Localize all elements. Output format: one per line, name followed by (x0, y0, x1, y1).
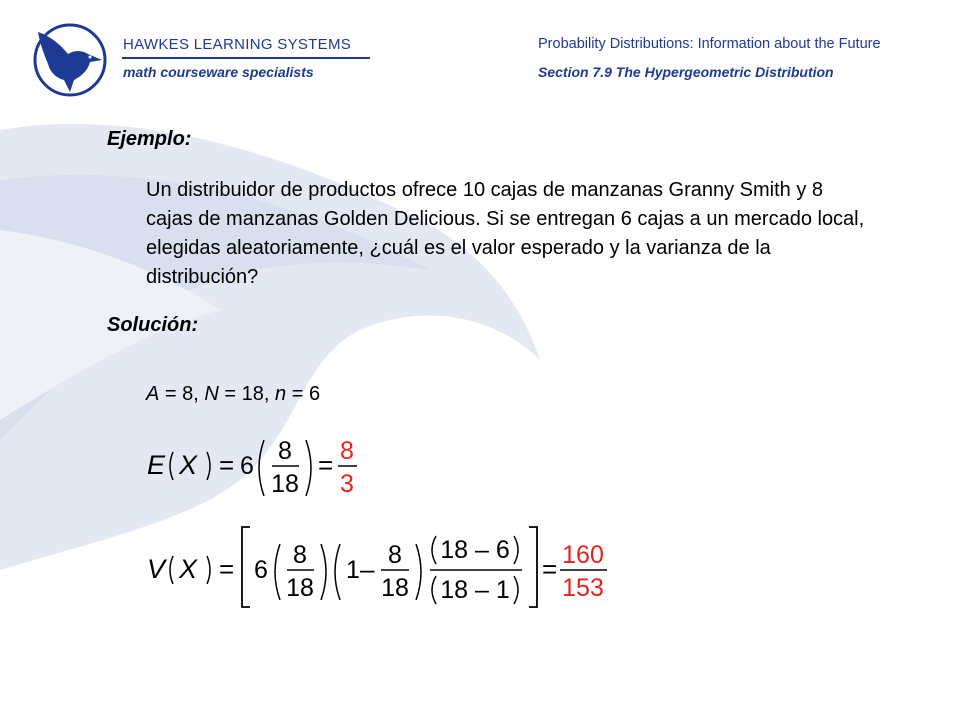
variance-fn: V (147, 554, 166, 584)
expectation-frac-den: 18 (271, 470, 299, 498)
variance-one: 1 (346, 556, 360, 584)
param-A-value: 8 (182, 383, 194, 405)
big-paren-left (259, 440, 264, 496)
variance-f1-den: 18 (286, 574, 314, 602)
problem-text: Un distribuidor de productos ofrece 10 cajas de manzanas Granny Smith y 8 cajas de manzanas Golden Delicious. Si se entregan 6 cajas a un mercado local, elegidas aleatoriamente, ¿cuál es el valor esperado y la varianza de la distribución? (146, 179, 865, 288)
variance-result-num: 160 (562, 541, 604, 569)
section-title: Section 7.9 The Hypergeometric Distribution (538, 64, 834, 80)
expectation-frac-num: 8 (278, 437, 292, 465)
param-A-label: A (146, 383, 160, 405)
variance-f3-den: 18 – 1 (440, 576, 510, 604)
big-paren-right (306, 440, 311, 496)
variance-f2-num: 8 (388, 541, 402, 569)
parameter-line: A = 8, N = 18, n = 6 (146, 383, 321, 405)
equals-sign: = (318, 450, 334, 480)
param-N-label: N (204, 383, 219, 405)
param-n-value: 6 (308, 383, 321, 405)
brand-tagline: math courseware specialists (123, 64, 314, 80)
variance-f3-num: 18 – 6 (440, 536, 510, 564)
paren-left (170, 556, 173, 584)
brand-name: HAWKES LEARNING SYSTEMS (123, 36, 352, 53)
variance-var: X (179, 554, 198, 584)
param-n-label: n (275, 383, 287, 405)
variance-result-den: 153 (562, 574, 604, 602)
paren-right (207, 556, 210, 584)
chapter-title: Probability Distributions: Information about the Future (538, 36, 881, 52)
expectation-result-num: 8 (340, 437, 354, 465)
paren-left (432, 576, 436, 604)
expectation-formula (147, 437, 357, 498)
equals-sign: = (219, 554, 235, 584)
paren-right (207, 452, 210, 480)
bracket-right (529, 527, 537, 607)
expectation-var: X (179, 450, 198, 480)
equals-sign: = (542, 554, 558, 584)
variance-formula (147, 527, 607, 607)
variance-f2-den: 18 (381, 574, 409, 602)
big-paren-right (416, 544, 421, 600)
variance-factor: 6 (254, 556, 268, 584)
paren-left (170, 452, 173, 480)
big-paren-left (335, 544, 340, 600)
solution-heading: Solución: (107, 314, 199, 336)
bracket-left (242, 527, 250, 607)
equals-sign: = (219, 450, 235, 480)
example-heading: Ejemplo: (107, 128, 192, 150)
param-N-value: 18 (241, 383, 264, 405)
big-paren-right (321, 544, 326, 600)
paren-right (514, 536, 518, 564)
minus-sign: – (360, 554, 375, 584)
paren-right (514, 576, 518, 604)
variance-f1-num: 8 (293, 541, 307, 569)
big-paren-left (275, 544, 280, 600)
paren-left (432, 536, 436, 564)
expectation-factor: 6 (240, 452, 254, 480)
expectation-result-den: 3 (340, 470, 354, 498)
expectation-fn: E (147, 450, 166, 480)
